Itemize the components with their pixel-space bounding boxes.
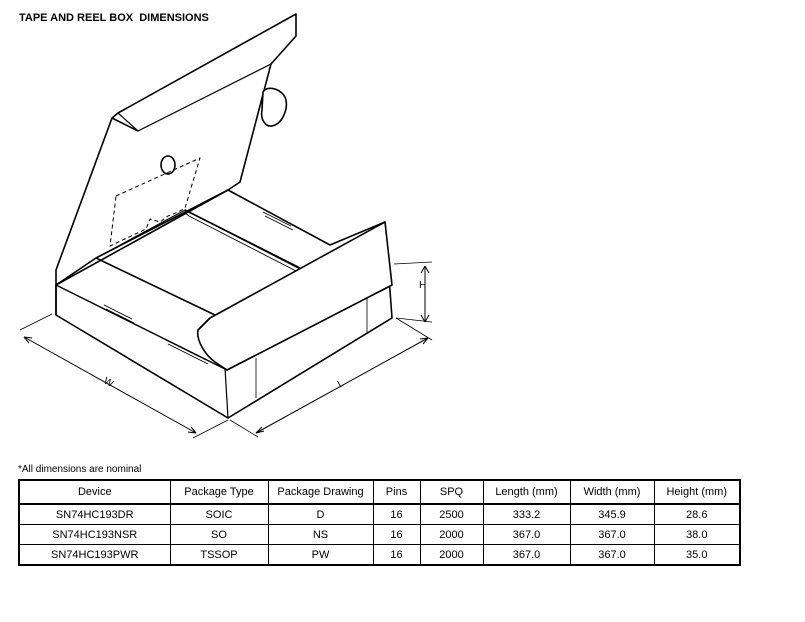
header-spq: SPQ bbox=[420, 480, 483, 504]
table-row bbox=[19, 504, 740, 525]
width-label: W bbox=[101, 375, 116, 390]
cell-package-type: TSSOP bbox=[170, 545, 268, 566]
cell-height: 28.6 bbox=[654, 504, 740, 525]
header-package-drawing: Package Drawing bbox=[268, 480, 373, 504]
cell-spq: 2000 bbox=[420, 525, 483, 545]
cell-device: SN74HC193DR bbox=[19, 504, 170, 525]
header-package-type: Package Type bbox=[170, 480, 268, 504]
cell-device: SN74HC193PWR bbox=[19, 545, 170, 566]
cell-pins: 16 bbox=[373, 525, 420, 545]
table-header-row bbox=[19, 480, 740, 504]
header-device: Device bbox=[19, 480, 170, 504]
cell-package-type: SO bbox=[170, 525, 268, 545]
cell-spq: 2500 bbox=[420, 504, 483, 525]
cell-package-drawing: NS bbox=[268, 525, 373, 545]
header-width: Width (mm) bbox=[570, 480, 654, 504]
header-height: Height (mm) bbox=[654, 480, 740, 504]
cell-pins: 16 bbox=[373, 545, 420, 566]
cell-pins: 16 bbox=[373, 504, 420, 525]
cell-width: 367.0 bbox=[570, 545, 654, 566]
page-title: TAPE AND REEL BOX DIMENSIONS bbox=[19, 12, 209, 24]
cell-width: 345.9 bbox=[570, 504, 654, 525]
header-pins: Pins bbox=[373, 480, 420, 504]
cell-package-drawing: PW bbox=[268, 545, 373, 566]
lid-hole bbox=[161, 156, 175, 174]
cell-length: 367.0 bbox=[483, 545, 570, 566]
cell-width: 367.0 bbox=[570, 525, 654, 545]
cell-device: SN74HC193NSR bbox=[19, 525, 170, 545]
cell-package-type: SOIC bbox=[170, 504, 268, 525]
dimensions-table bbox=[18, 479, 741, 566]
dimensions-note: *All dimensions are nominal bbox=[18, 464, 142, 475]
height-label: H bbox=[419, 280, 427, 291]
cell-package-drawing: D bbox=[268, 504, 373, 525]
cell-height: 35.0 bbox=[654, 545, 740, 566]
cell-length: 367.0 bbox=[483, 525, 570, 545]
table-row bbox=[19, 525, 740, 545]
cell-length: 333.2 bbox=[483, 504, 570, 525]
cell-spq: 2000 bbox=[420, 545, 483, 566]
table-row bbox=[19, 545, 740, 566]
header-length: Length (mm) bbox=[483, 480, 570, 504]
lid-tab bbox=[262, 88, 287, 126]
length-label: L bbox=[335, 377, 347, 391]
cell-height: 38.0 bbox=[654, 525, 740, 545]
